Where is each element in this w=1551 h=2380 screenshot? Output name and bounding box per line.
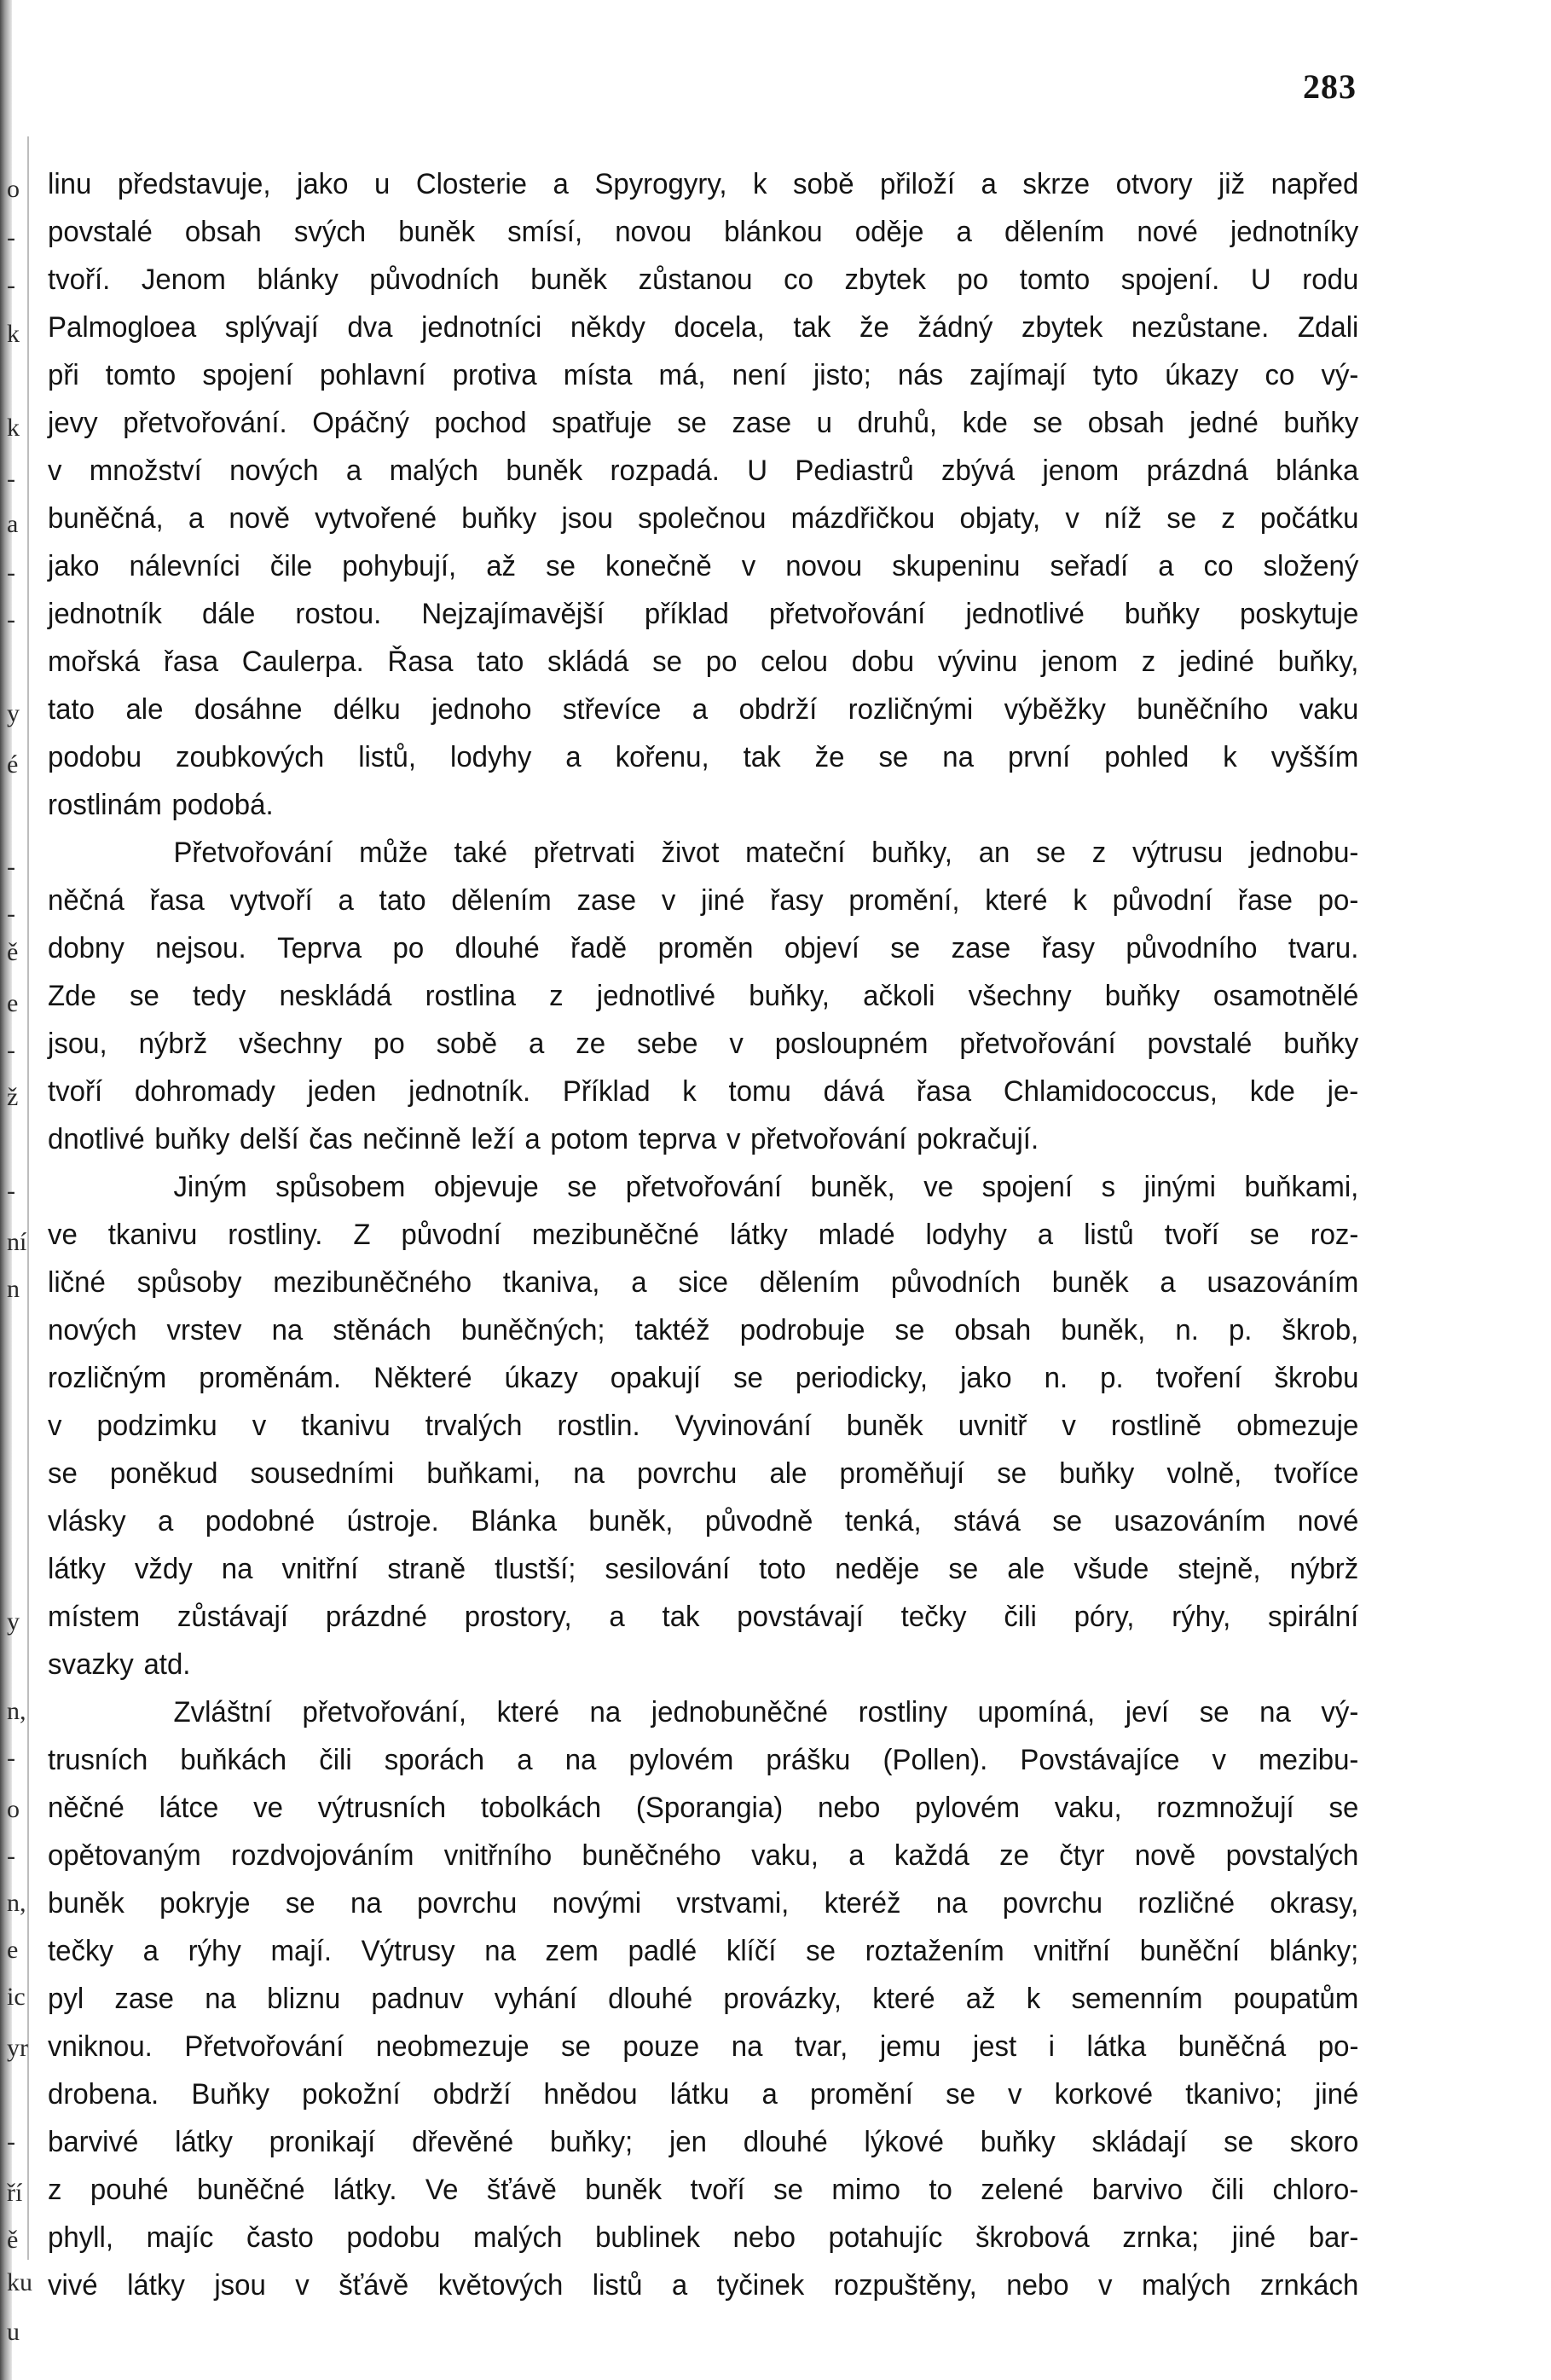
gutter-fragment: ní — [7, 1228, 27, 1256]
text-line: nových vrstev na stěnách buněčných; taktéž podrobuje se obsah buněk, n. p. škrob, — [48, 1314, 1359, 1346]
text-line: trusních buňkách čili sporách a na pylovém prášku (Pollen). Povstávajíce v mezibu- — [48, 1744, 1359, 1776]
text-line: barvivé látky pronikají dřevěné buňky; jen dlouhé lýkové buňky skládají se skoro — [48, 2126, 1359, 2158]
text-line: buněčná, a nově vytvořené buňky jsou společnou mázdřičkou objaty, v níž se z počátku — [48, 502, 1359, 535]
gutter-fragment: - — [7, 1036, 15, 1064]
gutter-fragment: e — [7, 989, 19, 1017]
gutter-fragment: - — [7, 271, 15, 299]
text-line: pyl zase na bliznu padnuv vyhání dlouhé provázky, které až k semenním poupatům — [48, 1983, 1359, 2015]
text-line: Přetvořování může také přetrvati život mateční buňky, an se z výtrusu jednobu- — [173, 837, 1359, 869]
gutter-fragment: o — [7, 175, 20, 203]
gutter-fragment: - — [7, 223, 15, 252]
gutter-fragment: e — [7, 1936, 19, 1964]
gutter-fragment: é — [7, 750, 19, 779]
text-line: rozličným proměnám. Některé úkazy opakují se periodicky, jako n. p. tvoření škrobu — [48, 1362, 1359, 1394]
text-line: Jiným spůsobem objevuje se přetvořování buněk, ve spojení s jinými buňkami, — [173, 1171, 1359, 1203]
gutter-fragment: ě — [7, 938, 19, 966]
text-line: v podzimku v tkanivu trvalých rostlin. Vyvinování buněk uvnitř v rostlině obmezuje — [48, 1410, 1359, 1442]
text-line: při tomto spojení pohlavní protiva místa má, není jisto; nás zajímají tyto úkazy co vý- — [48, 359, 1359, 391]
text-line: buněk pokryje se na povrchu novými vrstvami, kteréž na povrchu rozličné okrasy, — [48, 1887, 1359, 1920]
adjacent-page-gutter — [3, 0, 36, 2380]
text-line: tato ale dosáhne délku jednoho střevíce a obdrží rozličnými výběžky buněčního vaku — [48, 693, 1359, 726]
text-line: látky vždy na vnitřní straně tlustší; sesilování toto neděje se ale všude stejně, nýbrž — [48, 1553, 1359, 1585]
text-line: tečky a rýhy mají. Výtrusy na zem padlé klíčí se roztažením vnitřní buněční blánky; — [48, 1935, 1359, 1967]
text-line: tvoří dohromady jeden jednotník. Příklad k tomu dává řasa Chlamidococcus, kde je- — [48, 1075, 1359, 1108]
text-line: podobu zoubkových listů, lodyhy a kořenu, tak že se na první pohled k vyšším — [48, 741, 1359, 773]
gutter-fragment: k — [7, 414, 20, 442]
text-line: Zde se tedy neskládá rostlina z jednotlivé buňky, ačkoli všechny buňky osamotnělé — [48, 980, 1359, 1012]
text-line: Palmogloea splývají dva jednotníci někdy docela, tak že žádný zbytek nezůstane. Zdali — [48, 311, 1359, 344]
gutter-fragment: yr — [7, 2034, 28, 2062]
gutter-fragment: ě — [7, 2226, 19, 2254]
page-number: 283 — [1303, 67, 1357, 106]
text-line: rostlinám podobá. — [48, 789, 274, 821]
gutter-fragment: a — [7, 510, 19, 538]
text-line: jednotník dále rostou. Nejzajímavější příklad přetvořování jednotlivé buňky poskytuje — [48, 598, 1359, 630]
text-line: drobena. Buňky pokožní obdrží hnědou látku a promění se v korkové tkanivo; jiné — [48, 2078, 1359, 2111]
text-line: ličné spůsoby mezibuněčného tkaniva, a sice dělením původních buněk a usazováním — [48, 1266, 1359, 1299]
text-line: se poněkud sousedními buňkami, na povrchu ale proměňují se buňky volně, tvoříce — [48, 1457, 1359, 1490]
text-line: opětovaným rozdvojováním vnitřního buněčného vaku, a každá ze čtyr nově povstalých — [48, 1839, 1359, 1872]
gutter-fragment: - — [7, 605, 15, 634]
text-line: Zvláštní přetvořování, které na jednobuněčné rostliny upomíná, jeví se na vý- — [173, 1696, 1359, 1729]
text-line: ve tkanivu rostliny. Z původní mezibuněčné látky mladé lodyhy a listů tvoří se roz- — [48, 1219, 1359, 1251]
gutter-fragment: ří — [7, 2179, 23, 2207]
text-line: něčné látce ve výtrusních tobolkách (Sporangia) nebo pylovém vaku, rozmnožují se — [48, 1792, 1359, 1824]
gutter-fragment: - — [7, 1177, 15, 1205]
gutter-fragment: ic — [7, 1983, 26, 2011]
gutter-fragment: n, — [7, 1889, 26, 1917]
text-line: linu představuje, jako u Closterie a Spyrogyry, k sobě přiloží a skrze otvory již napřed — [48, 168, 1359, 200]
text-line: vniknou. Přetvořování neobmezuje se pouze na tvar, jemu jest i látka buněčná po- — [48, 2030, 1359, 2063]
text-line: vlásky a podobné ústroje. Blánka buněk, původně tenká, stává se usazováním nové — [48, 1505, 1359, 1537]
gutter-fragment: k — [7, 320, 20, 348]
gutter-fragment: ž — [7, 1083, 19, 1111]
gutter-fragment: ku — [7, 2268, 32, 2296]
gutter-fragment: u — [7, 2318, 20, 2346]
text-line: z pouhé buněčné látky. Ve šťávě buněk tvoří se mimo to zelené barvivo čili chloro- — [48, 2174, 1359, 2206]
gutter-fragment: n — [7, 1275, 20, 1303]
gutter-fragment: y — [7, 699, 20, 727]
text-line: phyll, majíc často podobu malých bublinek nebo potahujíc škrobová zrnka; jiné bar- — [48, 2221, 1359, 2254]
body-text — [48, 160, 1399, 2309]
gutter-fragment: - — [7, 853, 15, 881]
text-line: jsou, nýbrž všechny po sobě a ze sebe v posloupném přetvořování povstalé buňky — [48, 1028, 1359, 1060]
text-line: jevy přetvořování. Opáčný pochod spatřuje se zase u druhů, kde se obsah jedné buňky — [48, 407, 1359, 439]
text-line: povstalé obsah svých buněk smísí, novou blánkou oděje a dělením nové jednotníky — [48, 216, 1359, 248]
text-line: něčná řasa vytvoří a tato dělením zase v jiné řasy promění, které k původní řase po- — [48, 884, 1359, 917]
gutter-fragment: - — [7, 900, 15, 928]
text-line: v množství nových a malých buněk rozpadá. U Pediastrů zbývá jenom prázdná blánka — [48, 455, 1359, 487]
gutter-fragment: - — [7, 1744, 15, 1772]
text-line: vivé látky jsou v šťávě květových listů a tyčinek rozpuštěny, nebo v malých zrnkách — [48, 2269, 1359, 2302]
gutter-fragment: - — [7, 1842, 15, 1870]
gutter-fragment: n, — [7, 1697, 26, 1725]
text-line: svazky atd. — [48, 1648, 191, 1681]
gutter-fragment: - — [7, 2128, 15, 2156]
gutter-fragment: - — [7, 465, 15, 493]
text-line: místem zůstávají prázdné prostory, a tak povstávají tečky čili póry, rýhy, spirální — [48, 1601, 1359, 1633]
text-line: mořská řasa Caulerpa. Řasa tato skládá se po celou dobu vývinu jenom z jediné buňky, — [48, 646, 1359, 678]
text-line: tvoří. Jenom blánky původních buněk zůstanou co zbytek po tomto spojení. U rodu — [48, 263, 1359, 296]
text-line: dobny nejsou. Teprva po dlouhé řadě proměn objeví se zase řasy původního tvaru. — [48, 932, 1359, 964]
text-line: jako nálevníci čile pohybují, až se konečně v novou skupeninu seřadí a co složený — [48, 550, 1359, 582]
gutter-fragment: - — [7, 559, 15, 587]
gutter-fragment: y — [7, 1607, 20, 1636]
text-line: dnotlivé buňky delší čas nečinně leží a potom teprva v přetvořování pokračují. — [48, 1123, 1039, 1155]
gutter-fragment: o — [7, 1795, 20, 1823]
